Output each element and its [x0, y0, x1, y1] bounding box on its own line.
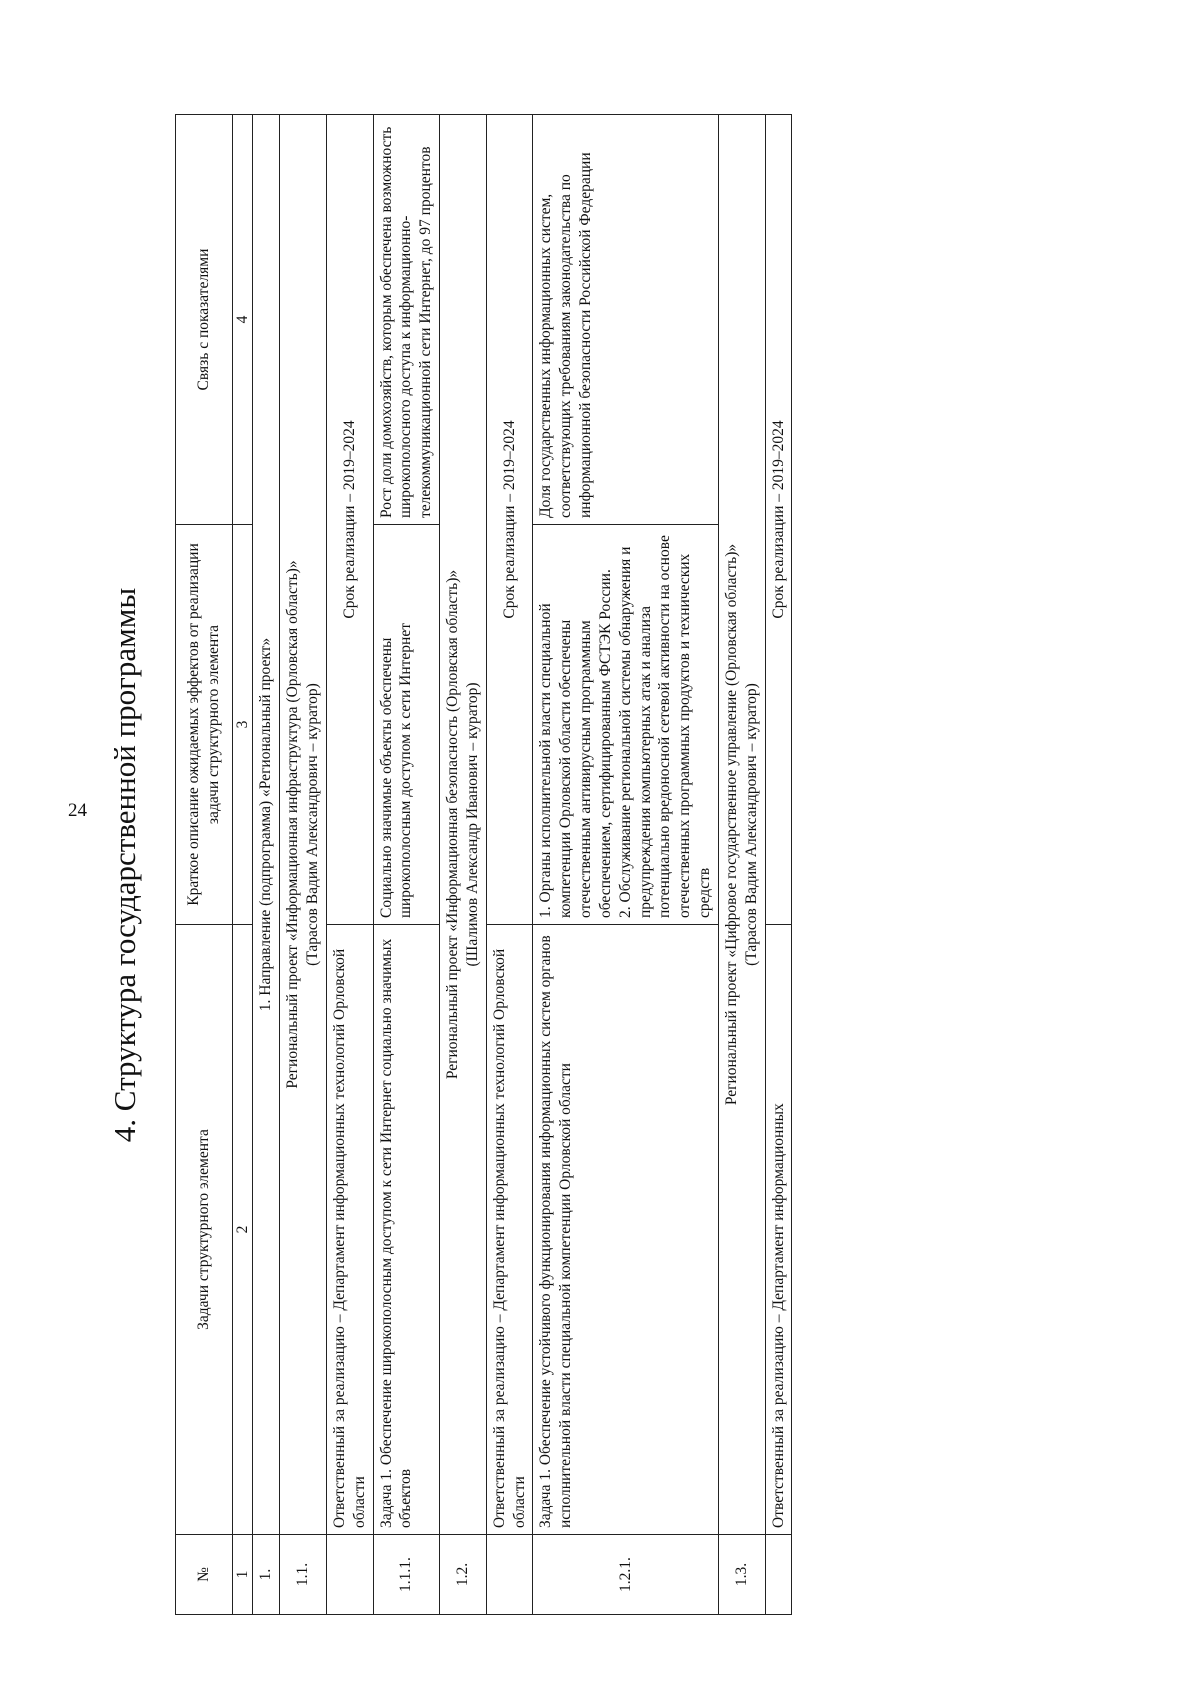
empty-cell: [326, 1535, 373, 1615]
term-text: Срок реализации – 2019–2024: [765, 115, 792, 925]
task-row: [373, 115, 439, 1615]
header-row: [176, 115, 233, 1615]
header-tasks: Задачи структурного элемента: [176, 925, 233, 1535]
indicator-text: Рост доли домохозяйств, которым обеспечена возможность широкополосного доступа к информационно-телекоммуникационной сети Интернет, до 97 процентов: [373, 115, 439, 525]
responsible-text: Ответственный за реализацию – Департамент информационных технологий Орловской области: [486, 925, 533, 1535]
row-number: 1.1.1.: [373, 1535, 439, 1615]
term-text: Срок реализации – 2019–2024: [486, 115, 533, 925]
document-title: 4. Структура государственной программы: [107, 587, 142, 1143]
project-curator: (Тарасов Вадим Александрович – куратор): [742, 683, 760, 966]
row-number: 1.1.: [280, 1535, 327, 1615]
direction-title: 1. Направление (подпрограмма) «Региональный проект»: [253, 115, 280, 1535]
project-curator: (Тарасов Вадим Александрович – куратор): [304, 683, 322, 966]
task-text: Задача 1. Обеспечение широкополосным доступом к сети Интернет социально значимых объектов: [373, 925, 439, 1535]
column-index-cell: 2: [232, 925, 253, 1535]
responsible-row: [486, 115, 533, 1615]
responsible-row: [326, 115, 373, 1615]
column-index-cell: 1: [232, 1535, 253, 1615]
page-number: 24: [68, 800, 87, 821]
project-title-cell: [280, 115, 327, 1535]
empty-cell: [486, 1535, 533, 1615]
project-row: [280, 115, 327, 1615]
column-index-cell: 3: [232, 525, 253, 925]
effect-text: Социально значимые объекты обеспечены широкополосным доступом к сети Интернет: [373, 525, 439, 925]
column-index-row: [232, 115, 253, 1615]
project-row: [440, 115, 487, 1615]
row-number: 1.: [253, 1535, 280, 1615]
project-title-cell: [718, 115, 765, 1535]
task-text: Задача 1. Обеспечение устойчивого функционирования информационных систем органов исполнительной власти специальной компетенции Орловской области: [533, 925, 718, 1535]
rotated-page: [105, 105, 1065, 1625]
row-number: 1.2.1.: [533, 1535, 718, 1615]
effect-cell: [533, 525, 718, 925]
task-row: [533, 115, 718, 1615]
program-structure-table: [175, 114, 792, 1615]
column-index-cell: 4: [232, 115, 253, 525]
responsible-text: Ответственный за реализацию – Департамент информационных: [765, 925, 792, 1535]
effect-text: 1. Органы исполнительной власти специальной компетенции Орловской области обеспечены отечественным антивирусным программным обеспечением, сертифицированным ФСТЭК России.: [537, 569, 614, 918]
direction-row: [253, 115, 280, 1615]
project-title: Региональный проект «Информационная инфраструктура (Орловская область)»: [284, 560, 302, 1089]
indicator-text: Доля государственных информационных систем, соответствующих требованиям законодательства по информационной безопасности Российской Федерации: [533, 115, 718, 525]
project-title: Региональный проект «Цифровое государственное управление (Орловская область)»: [722, 543, 740, 1106]
header-indicators: Связь с показателями: [176, 115, 233, 525]
term-text: Срок реализации – 2019–2024: [326, 115, 373, 925]
project-curator: (Шалимов Александр Иванович – куратор): [463, 682, 481, 967]
header-num: №: [176, 1535, 233, 1615]
project-title: Региональный проект «Информационная безопасность (Орловская область)»: [444, 569, 462, 1080]
header-effects: Краткое описание ожидаемых эффектов от реализации задачи структурного элемента: [176, 525, 233, 925]
responsible-text: Ответственный за реализацию – Департамент информационных технологий Орловской области: [326, 925, 373, 1535]
empty-cell: [765, 1535, 792, 1615]
row-number: 1.2.: [440, 1535, 487, 1615]
row-number: 1.3.: [718, 1535, 765, 1615]
project-title-cell: [440, 115, 487, 1535]
responsible-row: [765, 115, 792, 1615]
project-row: [718, 115, 765, 1615]
effect-text: 2. Обслуживание региональной системы обнаружения и предупреждения компьютерных атак и анализа потенциально вредоносной сетевой активности на основе отечественных программных продуктов и технических средств: [616, 535, 714, 918]
